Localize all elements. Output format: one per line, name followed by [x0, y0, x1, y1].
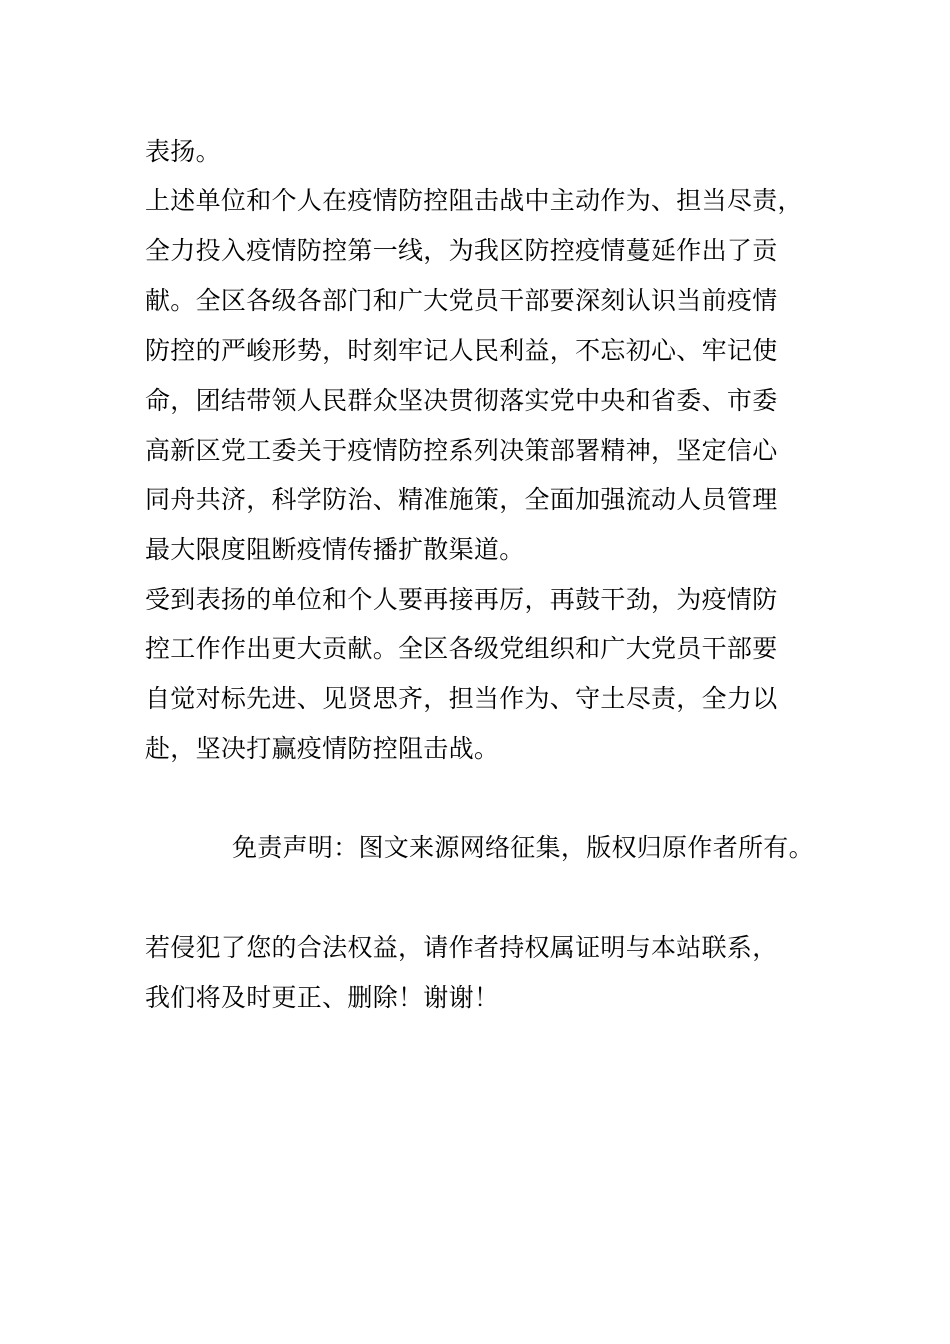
text-line: 全力投入疫情防控第一线，为我区防控疫情蔓延作出了贡: [145, 236, 778, 265]
disclaimer: 免责声明：图文来源网络征集，版权归原作者所有。: [232, 833, 814, 862]
text-line: 献。全区各级各部门和广大党员干部要深刻认识当前疫情: [145, 286, 778, 315]
text-line: 表扬。: [145, 137, 221, 166]
text-line: 防控的严峻形势，时刻牢记人民利益，不忘初心、牢记使: [145, 336, 778, 365]
text-line: 自觉对标先进、见贤思齐，担当作为、守土尽责，全力以: [145, 684, 778, 713]
text-line: 控工作作出更大贡献。全区各级党组织和广大党员干部要: [145, 634, 778, 663]
text-line: 同舟共济，科学防治、精准施策，全面加强流动人员管理: [145, 485, 778, 514]
text-line: 赴，坚决打赢疫情防控阻击战。: [145, 734, 500, 763]
text-line: 上述单位和个人在疫情防控阻击战中主动作为、担当尽责，: [145, 186, 803, 215]
text-line: 命，团结带领人民群众坚决贯彻落实党中央和省委、市委: [145, 386, 778, 415]
notice-line: 我们将及时更正、删除！谢谢！: [145, 983, 500, 1012]
text-line: 受到表扬的单位和个人要再接再厉，再鼓干劲，为疫情防: [145, 585, 778, 614]
text-line: 最大限度阻断疫情传播扩散渠道。: [145, 535, 525, 564]
notice-line: 若侵犯了您的合法权益，请作者持权属证明与本站联系，: [145, 933, 778, 962]
text-line: 高新区党工委关于疫情防控系列决策部署精神，坚定信心: [145, 436, 778, 465]
